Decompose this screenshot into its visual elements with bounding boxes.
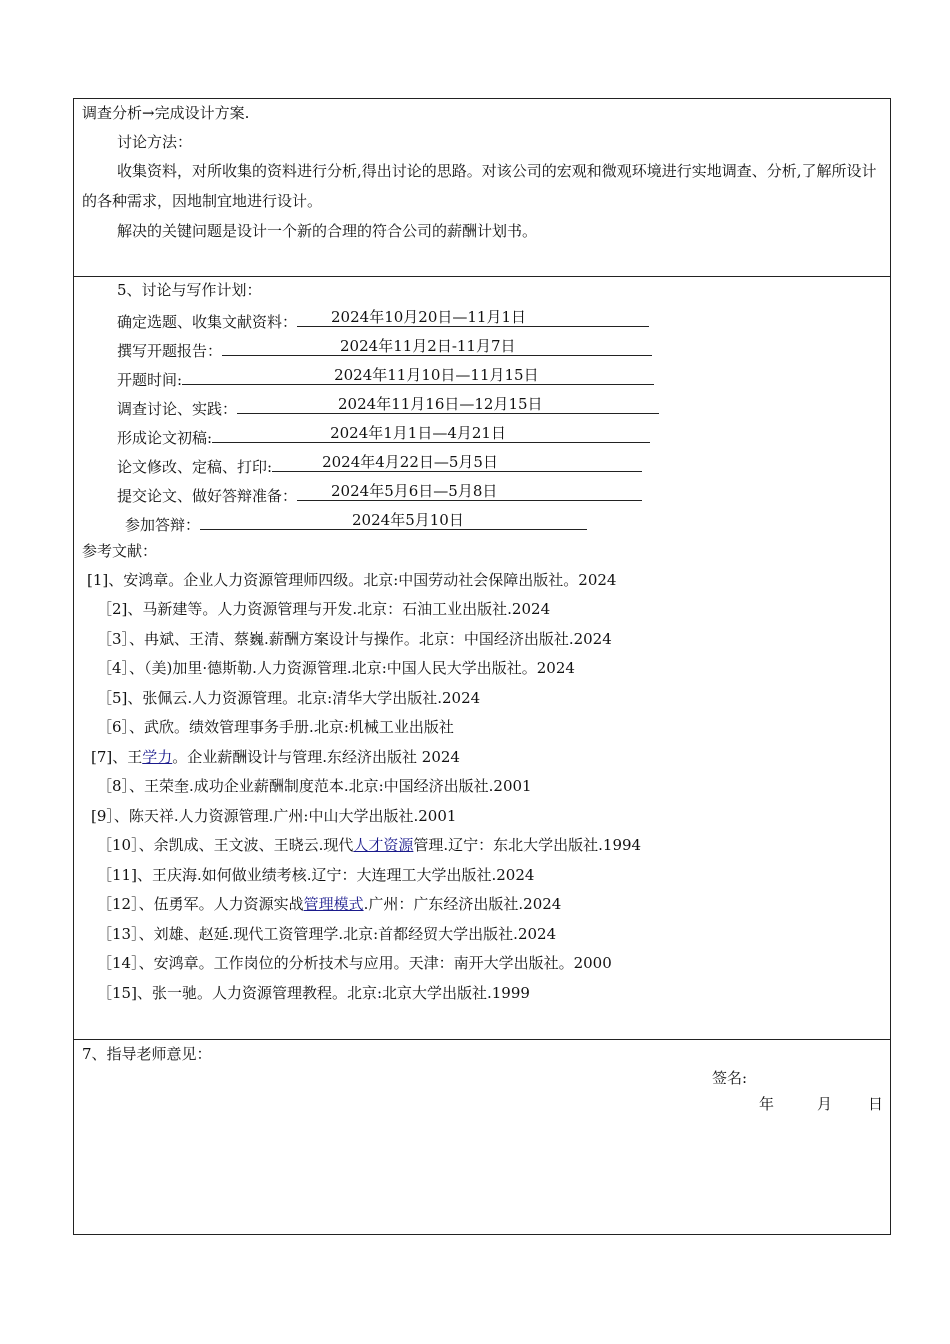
plan-item-label: 调查讨论、实践： — [117, 400, 238, 418]
plan-item-value: 2024年10月20日—11月1日 — [331, 308, 526, 326]
plan-item — [117, 483, 642, 506]
reference-item: ［11]、王庆海.如何做业绩考核.辽宁：大连理工大学出版社.2024 — [97, 866, 535, 884]
plan-item-label: 开题时间: — [117, 371, 183, 389]
reference-item: ［15]、张一驰。人力资源管理教程。北京:北京大学出版社.1999 — [97, 984, 530, 1002]
references-heading: 参考文献： — [82, 542, 158, 560]
plan-item — [117, 425, 650, 448]
plan-item-label: 参加答辩： — [125, 516, 201, 534]
plan-item-value: 2024年11月16日—12月15日 — [338, 395, 543, 413]
plan-and-references-cell — [74, 277, 890, 1040]
advisor-opinion-cell — [74, 1040, 890, 1234]
plan-item-value: 2024年11月10日—11月15日 — [334, 366, 539, 384]
method-text: 收集资料，对所收集的资料进行分析,得出讨论的思路。对该公司的宏观和微观环境进行实地调查、分析,了解所设计的各种需求，因地制宜地进行设计。 — [82, 162, 877, 210]
reference-item: ［3］、冉斌、王清、蔡巍.薪酬方案设计与操作。北京：中国经济出版社.2024 — [97, 630, 612, 648]
reference-item: ［8］、王荣奎.成功企业薪酬制度范本.北京:中国经济出版社.2001 — [97, 777, 532, 795]
date-day-label: 日 — [868, 1095, 884, 1113]
plan-item — [117, 367, 654, 390]
reference-item: [1]、安鸿章。企业人力资源管理师四级。北京:中国劳动社会保障出版社。2024 — [87, 571, 617, 589]
plan-item — [125, 512, 587, 535]
research-method-cell — [74, 99, 890, 277]
date-year-label: 年 — [759, 1095, 775, 1113]
reference-item: [7]、王学力。企业薪酬设计与管理.东经济出版社 2024 — [91, 748, 460, 766]
plan-item-label: 提交论文、做好答辩准备： — [117, 487, 298, 505]
key-issue-text: 解决的关键问题是设计一个新的合理的符合公司的薪酬计划书。 — [117, 222, 538, 240]
method-label: 讨论方法： — [117, 133, 193, 151]
reference-item: ［13］、刘雄、赵延.现代工资管理学.北京:首都经贸大学出版社.2024 — [97, 925, 557, 943]
plan-item-value: 2024年4月22日—5月5日 — [322, 453, 498, 471]
reference-link[interactable]: 学力 — [142, 748, 173, 766]
reference-item: ［4］、（美)加里·德斯勒.人力资源管理.北京:中国人民大学出版社。2024 — [97, 659, 575, 677]
plan-item — [117, 396, 659, 419]
analysis-line: 调查分析→完成设计方案. — [82, 104, 250, 122]
plan-item-value: 2024年5月6日—5月8日 — [331, 482, 498, 500]
reference-link[interactable]: 管理模式 — [303, 895, 364, 913]
reference-link[interactable]: 人才资源 — [353, 836, 414, 854]
reference-item: ［14］、安鸿章。工作岗位的分析技术与应用。天津：南开大学出版社。2000 — [97, 954, 612, 972]
reference-item: ［12］、伍勇军。人力资源实战管理模式.广州：广东经济出版社.2024 — [97, 895, 562, 913]
plan-item — [117, 454, 642, 477]
plan-item-value: 2024年11月2日-11月7日 — [340, 337, 516, 355]
reference-item: ［6］、武欣。绩效管理事务手册.北京:机械工业出版社 — [97, 718, 454, 736]
reference-item: [9］、陈天祥.人力资源管理.广州:中山大学出版社.2001 — [91, 807, 457, 825]
reference-item: ［2]、马新建等。人力资源管理与开发.北京：石油工业出版社.2024 — [97, 600, 551, 618]
plan-item-label: 形成论文初稿: — [117, 429, 213, 447]
plan-item-label: 撰写开题报告： — [117, 342, 223, 360]
plan-item-value: 2024年5月10日 — [352, 511, 464, 529]
date-month-label: 月 — [817, 1095, 833, 1113]
reference-item: ［10］、余凯成、王文波、王晓云.现代人才资源管理.辽宁：东北大学出版社.1994 — [97, 836, 642, 854]
reference-item: ［5]、张佩云.人力资源管理。北京:清华大学出版社.2024 — [97, 689, 481, 707]
plan-heading: 5、讨论与写作计划： — [117, 281, 262, 299]
form-table — [73, 98, 891, 1235]
advisor-heading: 7、指导老师意见： — [82, 1045, 212, 1063]
signature-label: 签名: — [712, 1069, 748, 1087]
plan-item — [117, 338, 652, 361]
plan-item-label: 确定选题、收集文献资料： — [117, 313, 298, 331]
plan-item-value: 2024年1月1日—4月21日 — [330, 424, 506, 442]
plan-item-label: 论文修改、定稿、打印: — [117, 458, 273, 476]
plan-item — [117, 309, 649, 332]
